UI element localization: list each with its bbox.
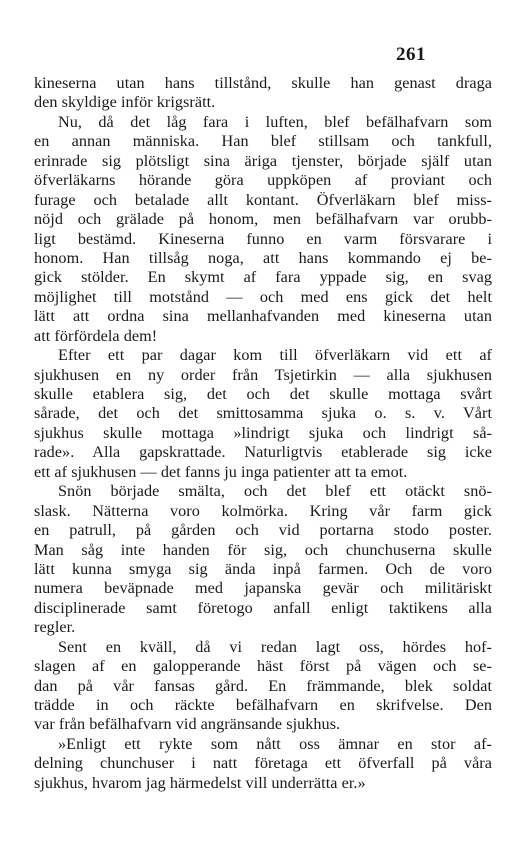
text-line: numera beväpnade med japanska gevär och militäriskt	[34, 579, 492, 598]
text-line: erinrade sig plötsligt sina äriga tjenster, började själf utan	[34, 151, 492, 170]
text-line: en patrull, på gården och vid portarna stodo poster.	[34, 521, 492, 540]
text-line: gick stölder. En skymt af fara yppade sig, en svag	[34, 268, 492, 287]
text-line: delning chunchuser i natt företaga ett öfverfall på våra	[34, 754, 492, 773]
paragraph	[34, 346, 492, 482]
text-line: sårade, det och det smittosamma sjuka o. s. v. Vårt	[34, 404, 492, 423]
paragraph	[34, 113, 492, 346]
text-line: regler.	[34, 618, 76, 637]
text-line: Man såg inte handen för sig, och chunchuserna skulle	[34, 540, 492, 559]
paragraph	[34, 482, 492, 638]
text-line: dan på vår fansas gård. En främmande, blek soldat	[34, 676, 492, 695]
paragraph	[34, 74, 492, 113]
text-line: slagen af en galopperande häst först på vägen och se-	[34, 657, 492, 676]
text-line: lätt kunna smyga sig ända inpå farmen. Och de voro	[34, 559, 492, 578]
text-line: »Enligt ett rykte som nått oss ämnar en stor af-	[58, 734, 492, 753]
text-line: sjukhusen en ny order från Tsjetirkin — alla sjukhusen	[34, 365, 492, 384]
text-line: disciplinerade samt företogo anfall enligt taktikens alla	[34, 598, 492, 617]
text-line: lätt att ordna sina mellanhafvanden med kineserna utan	[34, 307, 492, 326]
text-line: öfverläkarns hörande göra uppköpen af proviant och	[34, 171, 492, 190]
text-line: sjukhus, hvarom jag härmedelst vill underrätta er.»	[34, 773, 366, 792]
text-line: skulle etablera sig, det och det skulle mottaga svårt	[34, 385, 492, 403]
paragraph	[34, 735, 492, 793]
text-line: Sent en kväll, då vi redan lagt oss, hördes hof-	[58, 637, 492, 656]
text-line: ett af sjukhusen — det fanns ju inga patienter att ta emot.	[34, 462, 408, 481]
paragraph	[34, 638, 492, 735]
text-line: att förfördela dem!	[34, 326, 158, 345]
text-line: furage och betalade allt kontant. Öfverläkarn blef miss-	[34, 190, 492, 209]
text-line: Nu, då det låg fara i luften, blef befälhafvarn som	[58, 112, 492, 131]
text-line: Efter ett par dagar kom till öfverläkarn vid ett af	[58, 346, 492, 365]
text-line: kineserna utan hans tillstånd, skulle han genast draga	[34, 74, 492, 92]
text-line: slask. Nätterna voro kolmörka. Kring vår farm gick	[34, 501, 492, 520]
body-text	[34, 74, 492, 793]
text-line: möjlighet till motstånd — och med ens gick det helt	[34, 287, 492, 306]
text-line: sjukhus skulle mottaga »lindrigt sjuka och lindrigt så-	[34, 423, 492, 442]
text-line: Snön började smälta, och det blef ett otäckt snö-	[58, 482, 492, 501]
text-line: nöjd och grälade på honom, men befälhafvarn var orubb-	[34, 210, 492, 229]
text-line: en annan människa. Han blef stillsam och tankfull,	[34, 132, 492, 151]
text-line: var från befälhafvarn vid angränsande sjukhus.	[34, 715, 341, 734]
text-line: honom. Han tillsåg noga, att hans kommando ej be-	[34, 248, 492, 267]
text-line: rade». Alla gapskrattade. Naturligtvis etablerade sig icke	[34, 443, 492, 462]
page-number: 261	[396, 44, 426, 65]
text-line: trädde in och räckte befälhafvarn en skrifvelse. Den	[34, 696, 492, 714]
text-line: den skyldige inför krigsrätt.	[34, 93, 216, 112]
text-line: ligt bestämd. Kineserna funno en varm försvarare i	[34, 229, 492, 248]
